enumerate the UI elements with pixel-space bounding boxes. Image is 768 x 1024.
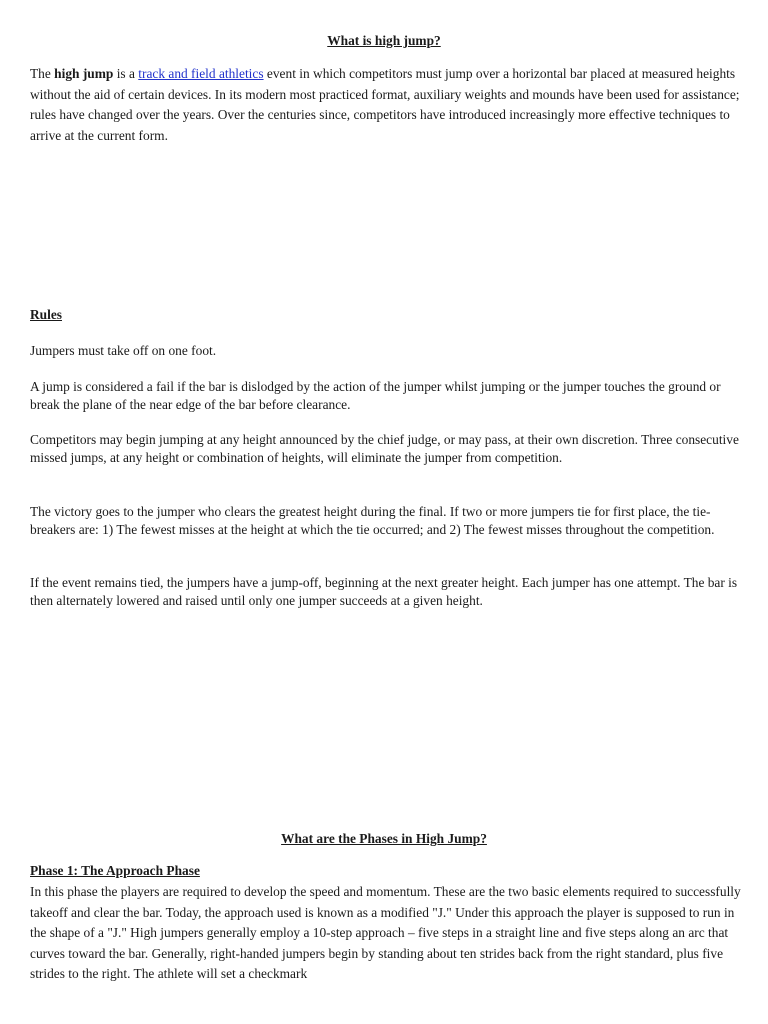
intro-bold-term: high jump: [54, 66, 114, 81]
rules-paragraph-1: Jumpers must take off on one foot.: [30, 343, 217, 358]
rules-paragraph-5: If the event remains tied, the jumpers have a jump-off, beginning at the next greater height. Each jumper has one attempt. The bar is then alternately lowered and raised until only one jumper succeeds at a given height.: [30, 575, 738, 608]
rules-paragraph-3: Competitors may begin jumping at any height announced by the chief judge, or may pass, at their own discretion. Three consecutive missed jumps, at any height or combination of heights, will eliminate the jumper from competition.: [30, 432, 739, 465]
intro-text-start: The: [30, 66, 55, 81]
rules-heading: Rules: [30, 307, 62, 322]
page-title: What is high jump?: [327, 33, 441, 48]
rules-paragraph-4: The victory goes to the jumper who clears the greatest height during the final. If two or more jumpers tie for first place, the tie-breakers are: 1) The fewest misses at the height at which the tie occurred; and 2) The fewest misses throughout the competition.: [30, 504, 715, 537]
rules-paragraph-2: A jump is considered a fail if the bar is dislodged by the action of the jumper whilst jumping or the jumper touches the ground or break the plane of the near edge of the bar before clearance.: [30, 379, 721, 412]
phase1-paragraph: In this phase the players are required to develop the speed and momentum. These are the two basic elements required to successfully takeoff and clear the bar. Today, the approach used is known as a modified "J." Under this approach the player is supposed to run in the shape of a "J." High jumpers generally employ a 10-step approach – five steps in a straight line and five steps along an arc that curves toward the bar. Generally, right-handed jumpers begin by standing about ten strides back from the right standard, plus five strides to the right. The athlete will set a checkmark: [30, 884, 741, 981]
intro-text-rest: event in which competitors must jump over a horizontal bar placed at measured heights without the aid of certain devices. In its modern most practiced format, auxiliary weights and mounds have been used for assistance; rules have changed over the years. Over the centuries since, competitors have introduced increasingly more effective techniques to arrive at the current form.: [30, 66, 740, 143]
intro-paragraph: [30, 64, 740, 146]
phase1-heading: Phase 1: The Approach Phase: [30, 863, 200, 878]
intro-text-mid: is a: [113, 66, 139, 81]
track-and-field-link[interactable]: track and field athletics: [138, 66, 264, 81]
phases-title: What are the Phases in High Jump?: [281, 831, 487, 846]
